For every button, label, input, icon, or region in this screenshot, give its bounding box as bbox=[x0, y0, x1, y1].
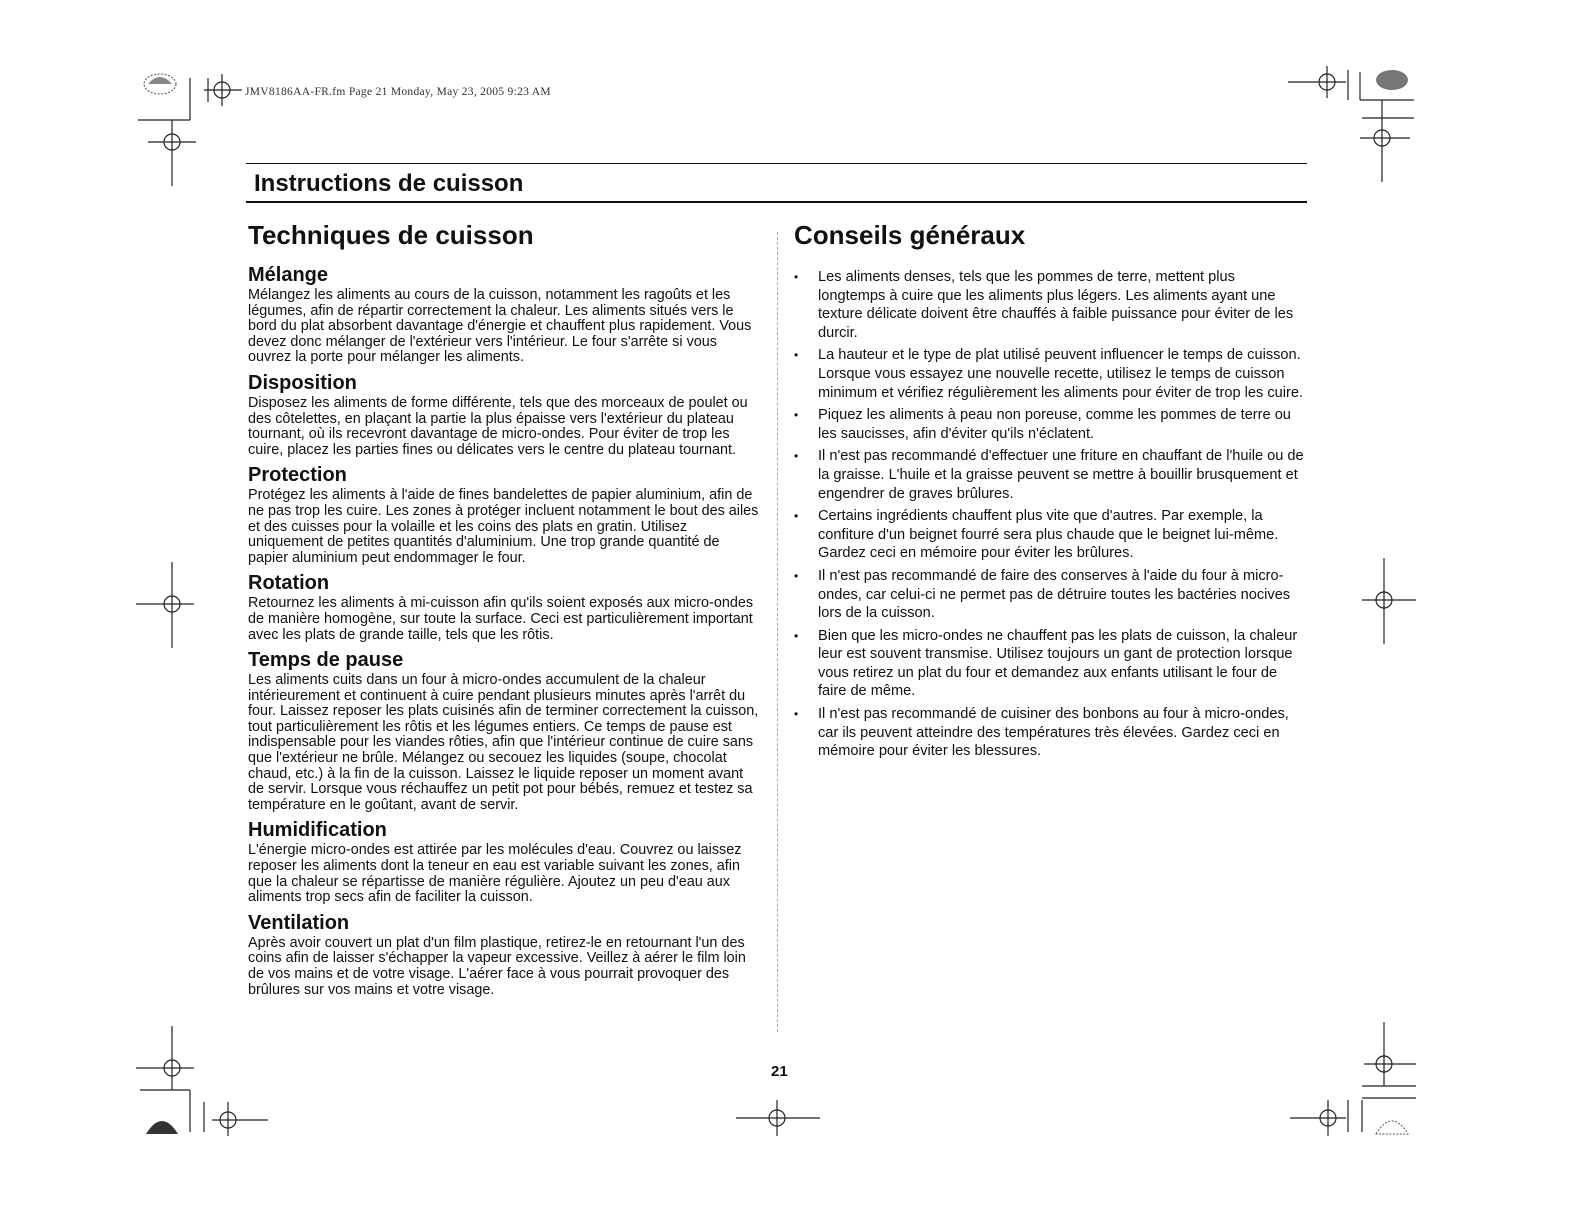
crosshair-icon bbox=[148, 120, 196, 186]
bullet-icon: • bbox=[794, 568, 799, 583]
bullet-icon: • bbox=[794, 628, 799, 643]
column-divider bbox=[777, 232, 778, 1032]
crosshair-icon bbox=[1288, 66, 1346, 98]
section-title: Humidification bbox=[248, 819, 387, 842]
tip-text: Les aliments denses, tels que les pommes de terre, mettent plus longtemps à cuire que les aliments plus légers. Les aliments ayant une texture délicate doivent être chauffés à faible puissance pour éviter de les durcir. bbox=[818, 269, 1294, 341]
section-temps-de-pause bbox=[248, 649, 763, 813]
list-item bbox=[794, 705, 1306, 761]
conseils-column bbox=[794, 220, 1306, 765]
list-item bbox=[794, 268, 1306, 342]
section-text: Protégez les aliments à l'aide de fines bandelettes de papier aluminium, afin de ne pas trop les cuire. Les zones à protéger incluent notamment le bout des ailes et des cuisses pour la volaille et les coins des plats en gratin. Utilisez uniquement de petites quantités d'aluminium. Une trop grande quantité de papier aluminium peut endommager le four. bbox=[248, 487, 759, 566]
tip-text: Certains ingrédients chauffent plus vite que d'autres. Par exemple, la confiture d'un beignet fourré sera plus chaude que le beignet lui-même. Gardez ceci en mémoire pour éviter les brûlures. bbox=[818, 508, 1279, 562]
crosshair-icon bbox=[136, 1026, 194, 1090]
section-title: Disposition bbox=[248, 371, 357, 394]
list-item bbox=[794, 447, 1306, 503]
crosshair-icon bbox=[204, 74, 242, 106]
tip-text: Il n'est pas recommandé d'effectuer une friture en chauffant de l'huile ou de la graisse. L'huile et la graisse peuvent se mettre à bouillir brusquement et engendrer de graves brûlures. bbox=[818, 448, 1304, 502]
top-rule bbox=[246, 163, 1307, 164]
crosshair-icon bbox=[1364, 1022, 1416, 1086]
color-bar-icon bbox=[1376, 70, 1408, 90]
list-item bbox=[794, 567, 1306, 623]
section-text: Les aliments cuits dans un four à micro-ondes accumulent de la chaleur intérieurement et continuent à cuire pendant plusieurs minutes après l'arrêt du four. Laissez reposer les plats cuisinés afin de terminer correctement la cuisson, tout particulièrement les rôtis et les légumes entiers. Ce temps de pause est indispensable pour les viandes rôties, afin que l'intérieur continue de cuire sans que l'extérieur ne brûle. Mélangez ou secouez les liquides (soupe, chocolat chaud, etc.) à la fin de la cuisson. Laissez le liquide reposer un moment avant de servir. Lorsque vous réchauffez un petit pot pour bébés, remuez et testez sa température en le goûtant, avant de servir. bbox=[248, 672, 759, 813]
section-text: Retournez les aliments à mi-cuisson afin qu'ils soient exposés aux micro-ondes de manière homogène, sur toute la surface. Ceci est particulièrement important avec les plats de grande taille, tels que les rôtis. bbox=[248, 595, 754, 643]
list-item bbox=[794, 346, 1306, 402]
conseils-heading: Conseils généraux bbox=[794, 220, 1026, 250]
crosshair-icon bbox=[136, 562, 194, 648]
section-title: Ventilation bbox=[248, 911, 350, 934]
crosshair-icon bbox=[212, 1102, 268, 1136]
crosshair-icon bbox=[736, 1100, 820, 1136]
bullet-icon: • bbox=[794, 348, 799, 363]
bullet-icon: • bbox=[794, 408, 799, 423]
section-humidification bbox=[248, 819, 763, 905]
section-text: Après avoir couvert un plat d'un film plastique, retirez-le en retournant l'un des coins afin de laisser s'échapper la vapeur excessive. Veillez à aérer le film loin de vos mains et de votre visage. L'aérer face à vous pourrait provoquer des brûlures sur vos mains et votre visage. bbox=[248, 934, 746, 998]
tip-text: La hauteur et le type de plat utilisé peuvent influencer le temps de cuisson. Lorsque vous essayez une nouvelle recette, utilisez le temps de cuisson minimum et vérifiez régulièrement les aliments pour éviter de trop les cuire. bbox=[818, 347, 1304, 401]
color-bar-icon bbox=[1376, 1121, 1408, 1134]
section-title: Rotation bbox=[248, 572, 330, 595]
section-title: Temps de pause bbox=[248, 649, 404, 672]
section-text: Disposez les aliments de forme différente, tels que des morceaux de poulet ou des côtelettes, en plaçant la partie la plus épaisse vers l'extérieur du plateau tournant, où ils recevront davantage de micro-ondes. Pour éviter de trop les cuire, placez les parties fines ou délicates vers le centre du plateau tournant. bbox=[248, 394, 748, 458]
bullet-icon: • bbox=[794, 449, 799, 464]
bullet-icon: • bbox=[794, 509, 799, 524]
crosshair-icon bbox=[1290, 1100, 1346, 1136]
tip-text: Il n'est pas recommandé de faire des conserves à l'aide du four à micro-ondes, car celui-ci ne permet pas de détruire toutes les bactéries nocives lors de la cuisson. bbox=[818, 567, 1291, 622]
section-melange bbox=[248, 264, 763, 366]
list-item bbox=[794, 507, 1306, 563]
list-item bbox=[794, 406, 1306, 443]
bullet-icon: • bbox=[794, 707, 799, 722]
tip-text: Piquez les aliments à peau non poreuse, comme les pommes de terre ou les saucisses, afin d'éviter qu'ils n'éclatent. bbox=[818, 407, 1291, 442]
bullet-icon: • bbox=[794, 270, 799, 284]
section-text: L'énergie micro-ondes est attirée par les molécules d'eau. Couvrez ou laissez reposer les aliments dont la teneur en eau est variable suivant les zones, afin que la chaleur se répartisse de manière régulière. Ajoutez un peu d'eau aux aliments trop secs afin de faciliter la cuisson. bbox=[248, 842, 742, 906]
section-ventilation bbox=[248, 912, 763, 998]
section-disposition bbox=[248, 372, 763, 458]
list-item bbox=[794, 627, 1306, 701]
crosshair-icon bbox=[1360, 100, 1410, 182]
techniques-column bbox=[248, 220, 763, 998]
page-number: 21 bbox=[771, 1063, 788, 1080]
tips-list bbox=[794, 268, 1306, 761]
color-bar-icon bbox=[146, 1121, 178, 1134]
tip-text: Il n'est pas recommandé de cuisiner des bonbons au four à micro-ondes, car ils peuvent atteindre des températures très élevées. Gardez ceci en mémoire pour éviter les blessures. bbox=[818, 706, 1289, 760]
title-underline bbox=[246, 201, 1307, 203]
section-protection bbox=[248, 464, 763, 566]
section-title: Protection bbox=[248, 464, 347, 487]
color-bar-icon bbox=[144, 74, 176, 94]
file-header: JMV8186AA-FR.fm Page 21 Monday, May 23, 2005 9:23 AM bbox=[245, 86, 551, 98]
section-rotation bbox=[248, 572, 763, 643]
section-title: Mélange bbox=[248, 264, 329, 286]
crosshair-icon bbox=[1362, 558, 1416, 644]
section-text: Mélangez les aliments au cours de la cuisson, notamment les ragoûts et les légumes, afin de répartir correctement la chaleur. Les aliments situés vers le bord du plat absorbent davantage d'énergie et chauffent plus rapidement. Vous devez donc mélanger de l'extérieur vers l'intérieur. Le four s'arrête si vous ouvrez la porte pour mélanger les aliments. bbox=[248, 287, 752, 366]
techniques-heading: Techniques de cuisson bbox=[248, 220, 534, 250]
page-title: Instructions de cuisson bbox=[254, 170, 524, 197]
tip-text: Bien que les micro-ondes ne chauffent pas les plats de cuisson, la chaleur leur est souvent transmise. Utilisez toujours un gant de protection lorsque vous retirez un plat du four et demandez aux enfants utilisant le four de faire de même. bbox=[818, 627, 1298, 700]
